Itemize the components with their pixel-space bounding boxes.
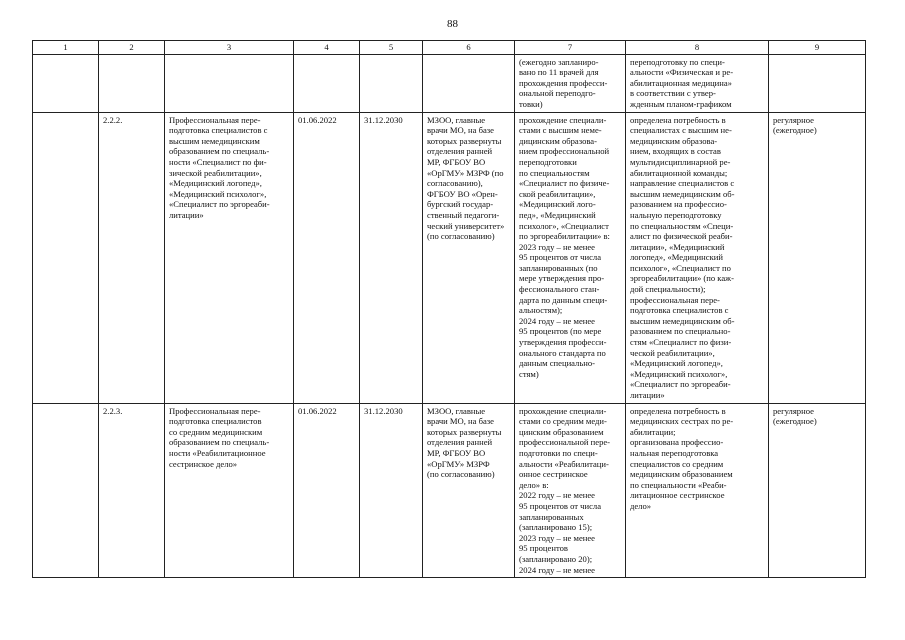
column-number: 5 [360,41,423,55]
cell-number [33,403,99,578]
cell-responsible [423,54,515,112]
column-number: 2 [99,41,165,55]
cell-frequency: регулярное (ежегодное) [769,112,866,403]
cell-indicator: (ежегодно запланиро- вано по 11 врачей для прохождения професси- ональной переподго- товки) [515,54,626,112]
cell-end-date [360,54,423,112]
cell-result: определена потребность в специалистах с высшим не- медицинским образова- нием, входящих в состав мультидисциплинарной ре- абилитационной команды; направление специалистов с высшим немедицинским об- разованием на профессио- нальную переподготовку по специальностям «Специ- алист по физической реаби- литации», «Медицинский логопед», «Медицинский психолог», «Специалист по эргореабилитации» (по каж- дой специальности); профессиональная пере- подготовка специалистов с высшим немедицинским об- разованием по специально- стям «Специалист по физи- ческой реабилитации», «Медицинский логопед», «Медицинский психолог», «Специалист по эргореаби- литации» [626,112,769,403]
cell-number [33,112,99,403]
cell-end-date: 31.12.2030 [360,112,423,403]
cell-item-code [99,54,165,112]
cell-frequency: регулярное (ежегодное) [769,403,866,578]
cell-frequency [769,54,866,112]
cell-activity: Профессиональная пере- подготовка специалистов с высшим немедицинским образованием по специаль- ности «Специалист по фи- зической реабилитации», «Медицинский логопед», «Медицинский психолог», «Специалист по эргореаби- литации» [165,112,294,403]
column-number: 1 [33,41,99,55]
cell-start-date: 01.06.2022 [294,112,360,403]
cell-item-code: 2.2.2. [99,112,165,403]
cell-activity [165,54,294,112]
cell-indicator: прохождение специали- стами с высшим неме- дицинским образова- нием профессиональной переподготовки по специальностям «Специалист по физиче- ской реабилитации», «Медицинский лого- пед», «Медицинский психолог», «Специалист по эргореабилитации» в: 2023 году – не менее 95 процентов от числа запланированных (по мере утверждения про- фессионального стан- дарта по данным специ- альностям); 2024 году – не менее 95 процентов (по мере утверждения професси- онального стандарта по данным специально- стям) [515,112,626,403]
column-number: 9 [769,41,866,55]
page-number: 88 [447,18,458,30]
cell-number [33,54,99,112]
table-row [33,403,866,578]
column-number: 4 [294,41,360,55]
table-row [33,54,866,112]
plan-table [32,40,866,578]
cell-activity: Профессиональная пере- подготовка специалистов со средним медицинским образованием по специаль- ности «Реабилитационное сестринское дело» [165,403,294,578]
cell-responsible: МЗОО, главные врачи МО, на базе которых развернуты отделения ранней МР, ФГБОУ ВО «ОрГМУ» МЗРФ (по согласованию) [423,403,515,578]
table-row [33,112,866,403]
cell-result: переподготовку по специ- альности «Физическая и ре- абилитационная медицина» в соответствии с утвер- жденным планом-графиком [626,54,769,112]
cell-responsible: МЗОО, главные врачи МО, на базе которых развернуты отделения ранней МР, ФГБОУ ВО «ОрГМУ» МЗРФ (по согласованию), ФГБОУ ВО «Орен- бургский государ- ственный педагоги- ческий университет» (по согласованию) [423,112,515,403]
column-number: 6 [423,41,515,55]
column-number: 7 [515,41,626,55]
cell-end-date: 31.12.2030 [360,403,423,578]
column-number: 8 [626,41,769,55]
cell-indicator: прохождение специали- стами со средним меди- цинским образованием профессиональной пере- подготовки по специ- альности «Реабилитаци- онное сестринское дело» в: 2022 году – не менее 95 процентов от числа запланированных (запланировано 15); 2023 году – не менее 95 процентов (запланировано 20); 2024 году – не менее [515,403,626,578]
cell-start-date: 01.06.2022 [294,403,360,578]
cell-item-code: 2.2.3. [99,403,165,578]
cell-start-date [294,54,360,112]
column-number: 3 [165,41,294,55]
cell-result: определена потребность в медицинских сестрах по ре- абилитации; организована профессио- нальная переподготовка специалистов со средним медицинским образованием по специальности «Реаби- литационное сестринское дело» [626,403,769,578]
column-number-row [33,41,866,55]
